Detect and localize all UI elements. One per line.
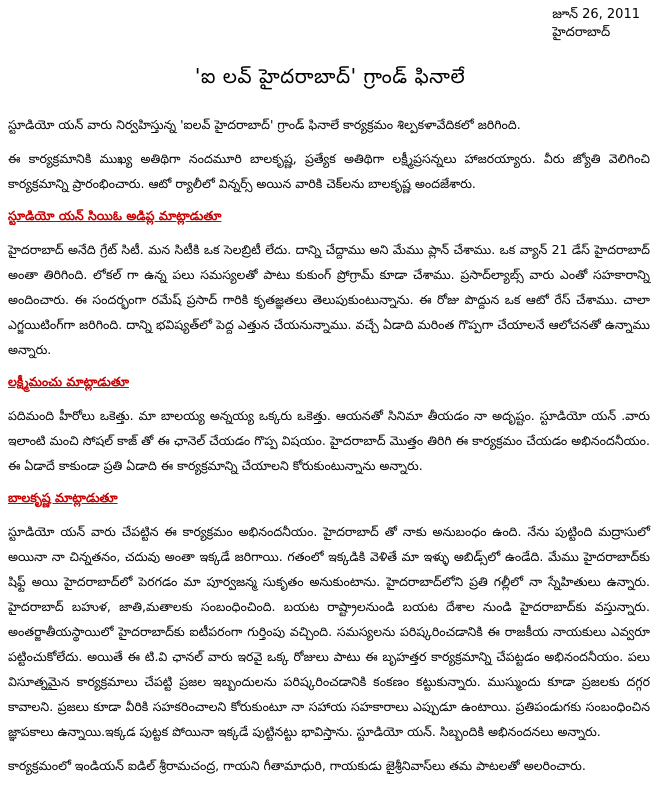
article-date: జూన్ 26, 2011 xyxy=(552,7,640,22)
ceo-speech-paragraph: హైదరాబాద్ అనేది గ్రేట్ సిటీ. మన సిటీకి ఒక సెలబ్రిటీ లేదు. దాన్ని చేద్దాము అని మేము ప్లాన్ చేశాము. ఒక వ్యాన్ 21 డేస్ హైదరాబాద్ అంతా తిరిగింది. లోకల్ గా ఉన్న పలు సమస్యలతో పాటు కుకుంగ్ ప్రోగ్రామ్ కూడా చేశాము. ప్రసాద్‌ల్యాబ్స్ వారు ఎంతో సహకారాన్ని అందించారు. ఈ సందర్భంగా రమేష్ ప్రసాద్ గారికి కృతజ్ఞతలు తెలుపుకుంటున్నాను. ఈ రోజు పొద్దున ఒక ఆటో రేస్ చేశాము. చాలా ఎగ్జయిటింగ్‌గా జరిగింది. దాన్ని భవిష్యత్‌లో పెద్ద ఎత్తున చేయనున్నాము. వచ్చే ఏడాది మరింత గొప్పగా చేయాలనే ఆలోచనతో ఉన్నాము అన్నారు. xyxy=(8,242,650,357)
section-heading-lakshmi: లక్ష్మీమంచు మాట్లాడుతూ xyxy=(8,374,129,389)
lakshmi-speech-paragraph: పదిమంది హీరోలు ఒకెత్తు. మా బాలయ్య అన్నయ్య ఒక్కరు ఒకెత్తు. ఆయనతో సినిమా తీయడం నా అదృష్టం. స్టూడియో యన్ .వారు ఇలాంటి మంచి సోషల్ కాజ్ తో ఈ ఛానెల్ చేయడం గొప్ప విషయం. హైదరాబాద్ మొత్తం తిరిగి ఈ కార్యక్రమం చేయడం అభినందనీయం. ఈ ఏడాదే కాకుండా ప్రతి ఏడాది ఈ కార్యక్రమాన్ని చేయాలని కోరుకుంటున్నాను అన్నారు. xyxy=(8,408,650,473)
article-city: హైదరాబాద్ xyxy=(552,25,611,40)
article-title: 'ఐ లవ్ హైదరాబాద్' గ్రాండ్ ఫినాలే xyxy=(194,64,466,88)
article-body xyxy=(8,112,650,787)
section-heading-balakrishna: బాలకృష్ణ మాట్లాడుతూ xyxy=(8,490,118,505)
closing-paragraph: కార్యక్రమంలో ఇండియన్ ఐడిల్ శ్రీరామచంద్ర, గాయని గీతామాధురి, గాయకుడు జైశ్రీనివాస్‌లు తమ పాటలతో అలరించారు. xyxy=(8,758,586,773)
guests-paragraph: ఈ కార్యక్రమానికి ముఖ్య అతిథిగా నందమూరి బాలకృష్ణ, ప్రత్యేక అతిథిగా లక్ష్మీప్రసన్నలు హాజరయ్యారు. వీరు జ్యోతి వెలిగించి కార్యక్రమాన్ని ప్రారంభించారు. ఆటో ర్యాలీలో విన్నర్స్ అయిన వారికి చెక్‌లను బాలకృష్ణ అందజేశారు. xyxy=(8,151,650,191)
balakrishna-speech-paragraph: స్టూడియో యన్ వారు చేపట్టిన ఈ కార్యక్రమం అభినందనీయం. హైదరాబాద్ తో నాకు అనుబంధం ఉంది. నేను పుట్టింది మద్రాసులో అయినా నా చిన్నతనం, చదువు అంతా ఇక్కడే జరిగాయి. గతంలో ఇక్కడికి వెళితే మా ఇళ్ళు అబిడ్స్‌లో ఉండేది. మేము హైదరాబాద్‌కు షిఫ్ట్ అయి హైదరాబాద్‌లో పెరగడం మా పూర్వజన్మ సుకృతం అనుకుంటాను. హైదరాబాద్‌లోని ప్రతి గల్లీలో నా స్నేహితులు ఉన్నారు. హైదరాబాద్ బహుళ, జాతి,మతాలకు సంబంధించింది. బయట రాష్ట్రాలనుండి బయట దేశాల నుండి హైదరాబాద్‌కు వస్తున్నారు. అంతర్జాతీయస్థాయిలో హైదరాబాద్‌కు ఐటీపరంగా గుర్తింపు వచ్చింది. సమస్యలను పరిష్కరించడానికి ఈ రాజకీయ నాయకులు ఎవ్వరూ పట్టించుకోలేదు. అయితే ఈ టి.వి ఛానల్ వారు ఇరవై ఒక్క రోజులు పాటు ఈ బృహత్తర కార్యక్రమాన్ని చేపట్టడం అభినందనీయం. పలు విసూత్నమైన కార్యక్రమాలు చేపట్టి ప్రజల ఇబ్బందులను పరిష్కరించడానికి కంకణం కట్టుకున్నారు. ముస్ముందు కూడా ప్రజలకు దగ్గర కావాలని. ప్రజలు కూడా వీరికి సహకరించాలని కోరుకుంటూ నా సహాయ సహకారాలు ఎప్పుడూ ఉంటాయి. ప్రతిపండుగకు సంబంధించిన జ్ఞాపకాలు ఉన్నాయి.ఇక్కడ పుట్టక పోయినా ఇక్కడే పుట్టినట్టు భావిస్తాను. స్టూడియో యన్. సిబ్బందికి అభినందనలు అన్నారు. xyxy=(8,524,650,739)
intro-paragraph: స్టూడియో యన్ వారు నిర్వహిస్తున్న 'ఐలవ్ హైదరాబాద్' గ్రాండ్ ఫినాలే కార్యక్రమం శిల్పకళావేదికలో జరిగింది. xyxy=(8,117,521,132)
dateline xyxy=(552,6,640,42)
section-heading-ceo: స్టూడియో యన్ సియిఓ అడిప్ల మాట్లాడుతూ xyxy=(8,208,222,223)
